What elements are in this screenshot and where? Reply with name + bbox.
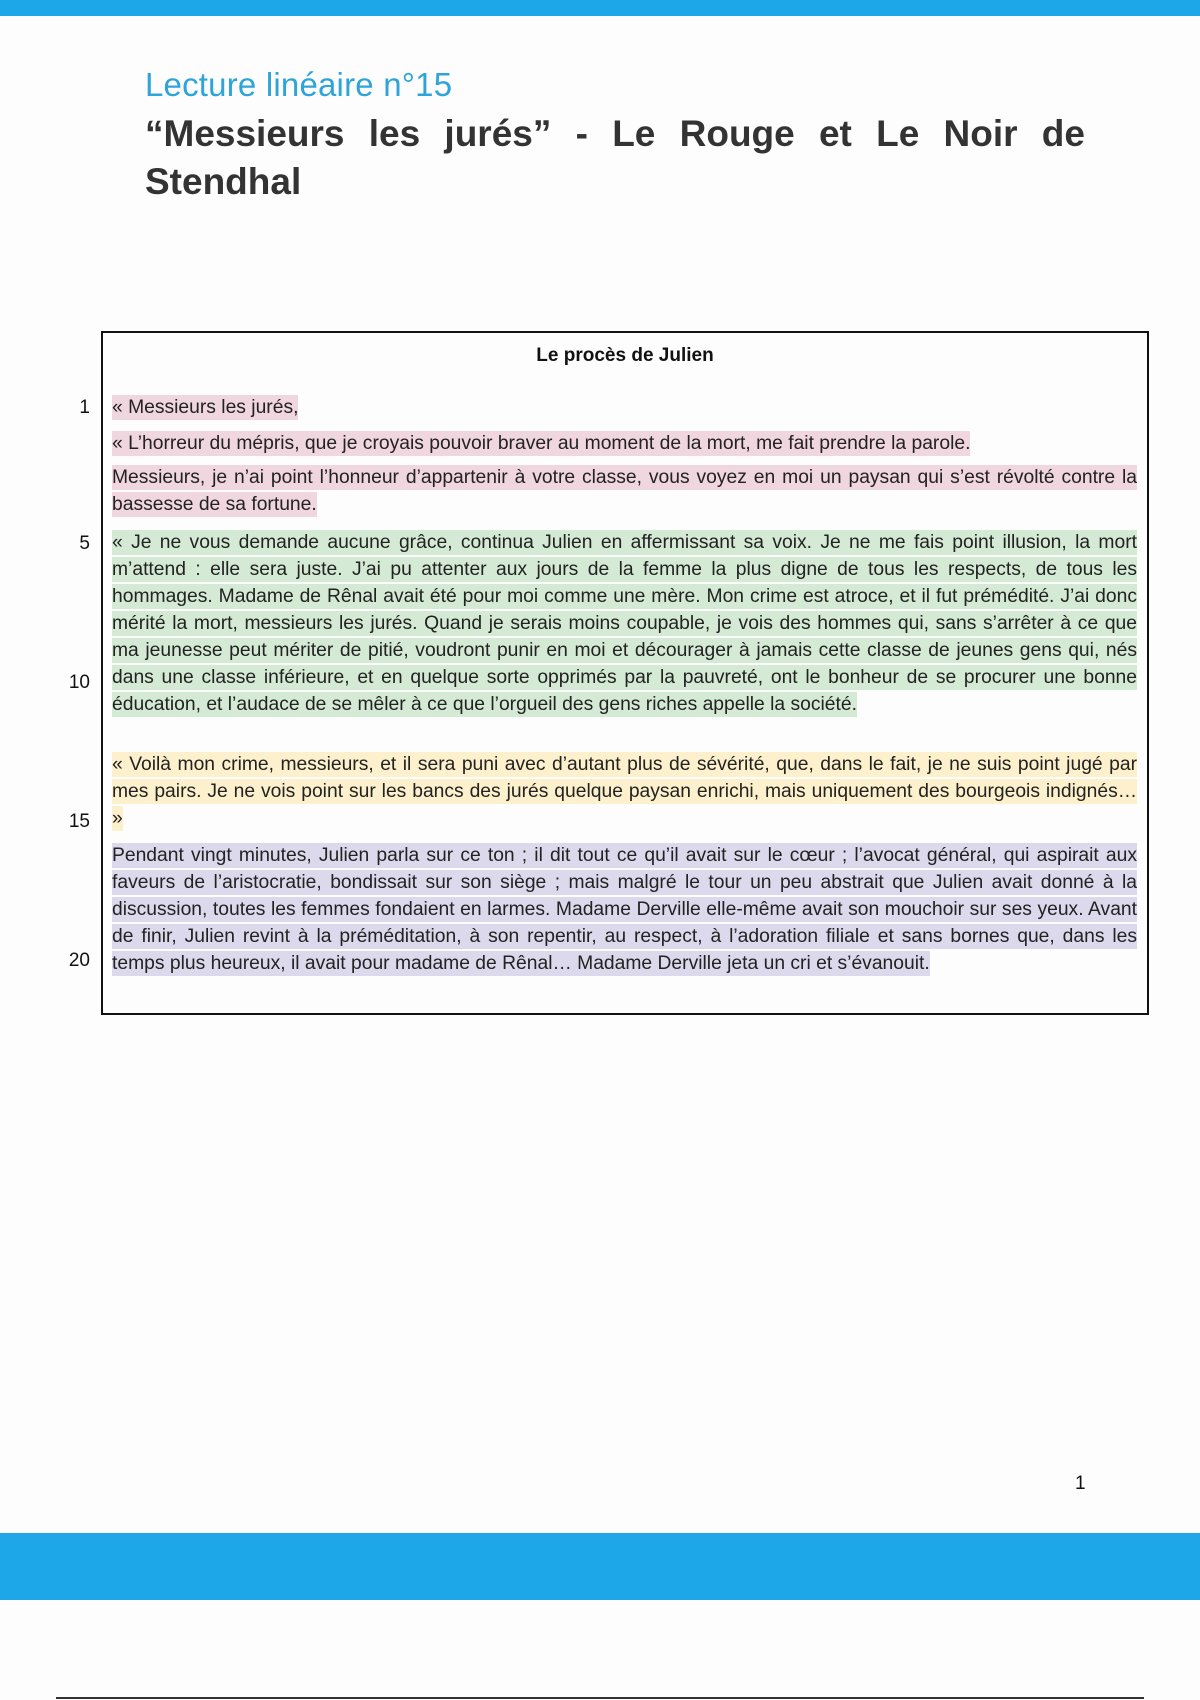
paragraph-text: Pendant vingt minutes, Julien parla sur ce ton ; il dit tout ce qu’il avait sur le cœur ; l’avocat général, qui aspirait aux faveurs de l’aristocratie, bondissait sur son siège ; mais malgré le tour un peu abstrait que Julien avait donné à la discussion, toutes les femmes fondaient en larmes. Madame Derville elle-même avait son mouchoir sur ses yeux. Avant de finir, Julien revint à la préméditation, à son repentir, au respect, à l’adoration filiale et sans bornes que, dans les temps plus heureux, il avait pour madame de Rênal… Madame Derville jeta un cri et s’évanouit. (112, 845, 1137, 974)
excerpt-paragraph-3 (112, 464, 1137, 518)
page-title: “Messieurs les jurés” - Le Rouge et Le Noir de Stendhal (145, 113, 1085, 202)
excerpt-heading: Le procès de Julien (536, 345, 714, 366)
line-number-1: 1 (79, 397, 90, 418)
line-number-10: 10 (68, 672, 90, 693)
line-number-5: 5 (79, 533, 90, 554)
paragraph-text: « L’horreur du mépris, que je croyais pouvoir braver au moment de la mort, me fait prendre la parole. (112, 433, 971, 454)
page-number: 1 (1075, 1473, 1086, 1494)
paragraph-text: « Messieurs les jurés, (112, 397, 299, 418)
excerpt-paragraph-5 (112, 751, 1137, 832)
excerpt-paragraph-4 (112, 529, 1137, 718)
line-number-15: 15 (68, 811, 90, 832)
line-number-20: 20 (68, 950, 90, 971)
paragraph-text: « Voilà mon crime, messieurs, et il sera puni avec d’autant plus de sévérité, que, dans le fait, je ne suis point jugé par mes pairs. Je ne vois point sur les bancs des jurés quelque paysan enrichi, mais uniquement des bourgeois indignés… » (112, 754, 1137, 829)
excerpt-paragraph-6 (112, 842, 1137, 977)
excerpt-paragraph-2 (112, 430, 1137, 457)
top-accent-bar (0, 0, 1200, 16)
paragraph-text: « Je ne vous demande aucune grâce, continua Julien en affermissant sa voix. Je ne me fais point illusion, la mort m’attend : elle sera juste. J’ai pu attenter aux jours de la femme la plus digne de tous les respects, de tous les hommages. Madame de Rênal avait été pour moi comme une mère. Mon crime est atroce, et il fut prémédité. J’ai donc mérité la mort, messieurs les jurés. Quand je serais moins coupable, je vois des hommes qui, sans s’arrêter à ce que ma jeunesse peut mériter de pitié, voudront punir en moi et décourager à jamais cette classe de jeunes gens qui, nés dans une classe inférieure, et en quelque sorte opprimés par la pauvreté, ont le bonheur de se procurer une bonne éducation, et l’audace de se mêler à ce que l’orgueil des gens riches appelle la société. (112, 532, 1137, 715)
bottom-accent-bar (0, 1533, 1200, 1600)
page-subtitle: Lecture linéaire n°15 (145, 66, 453, 103)
excerpt-paragraph-1 (112, 394, 1137, 421)
excerpt-gutter (98, 380, 101, 1015)
footer-divider (56, 1697, 1144, 1699)
paragraph-text: Messieurs, je n’ai point l’honneur d’appartenir à votre classe, vous voyez en moi un paysan qui s’est révolté contre la bassesse de sa fortune. (112, 467, 1137, 515)
